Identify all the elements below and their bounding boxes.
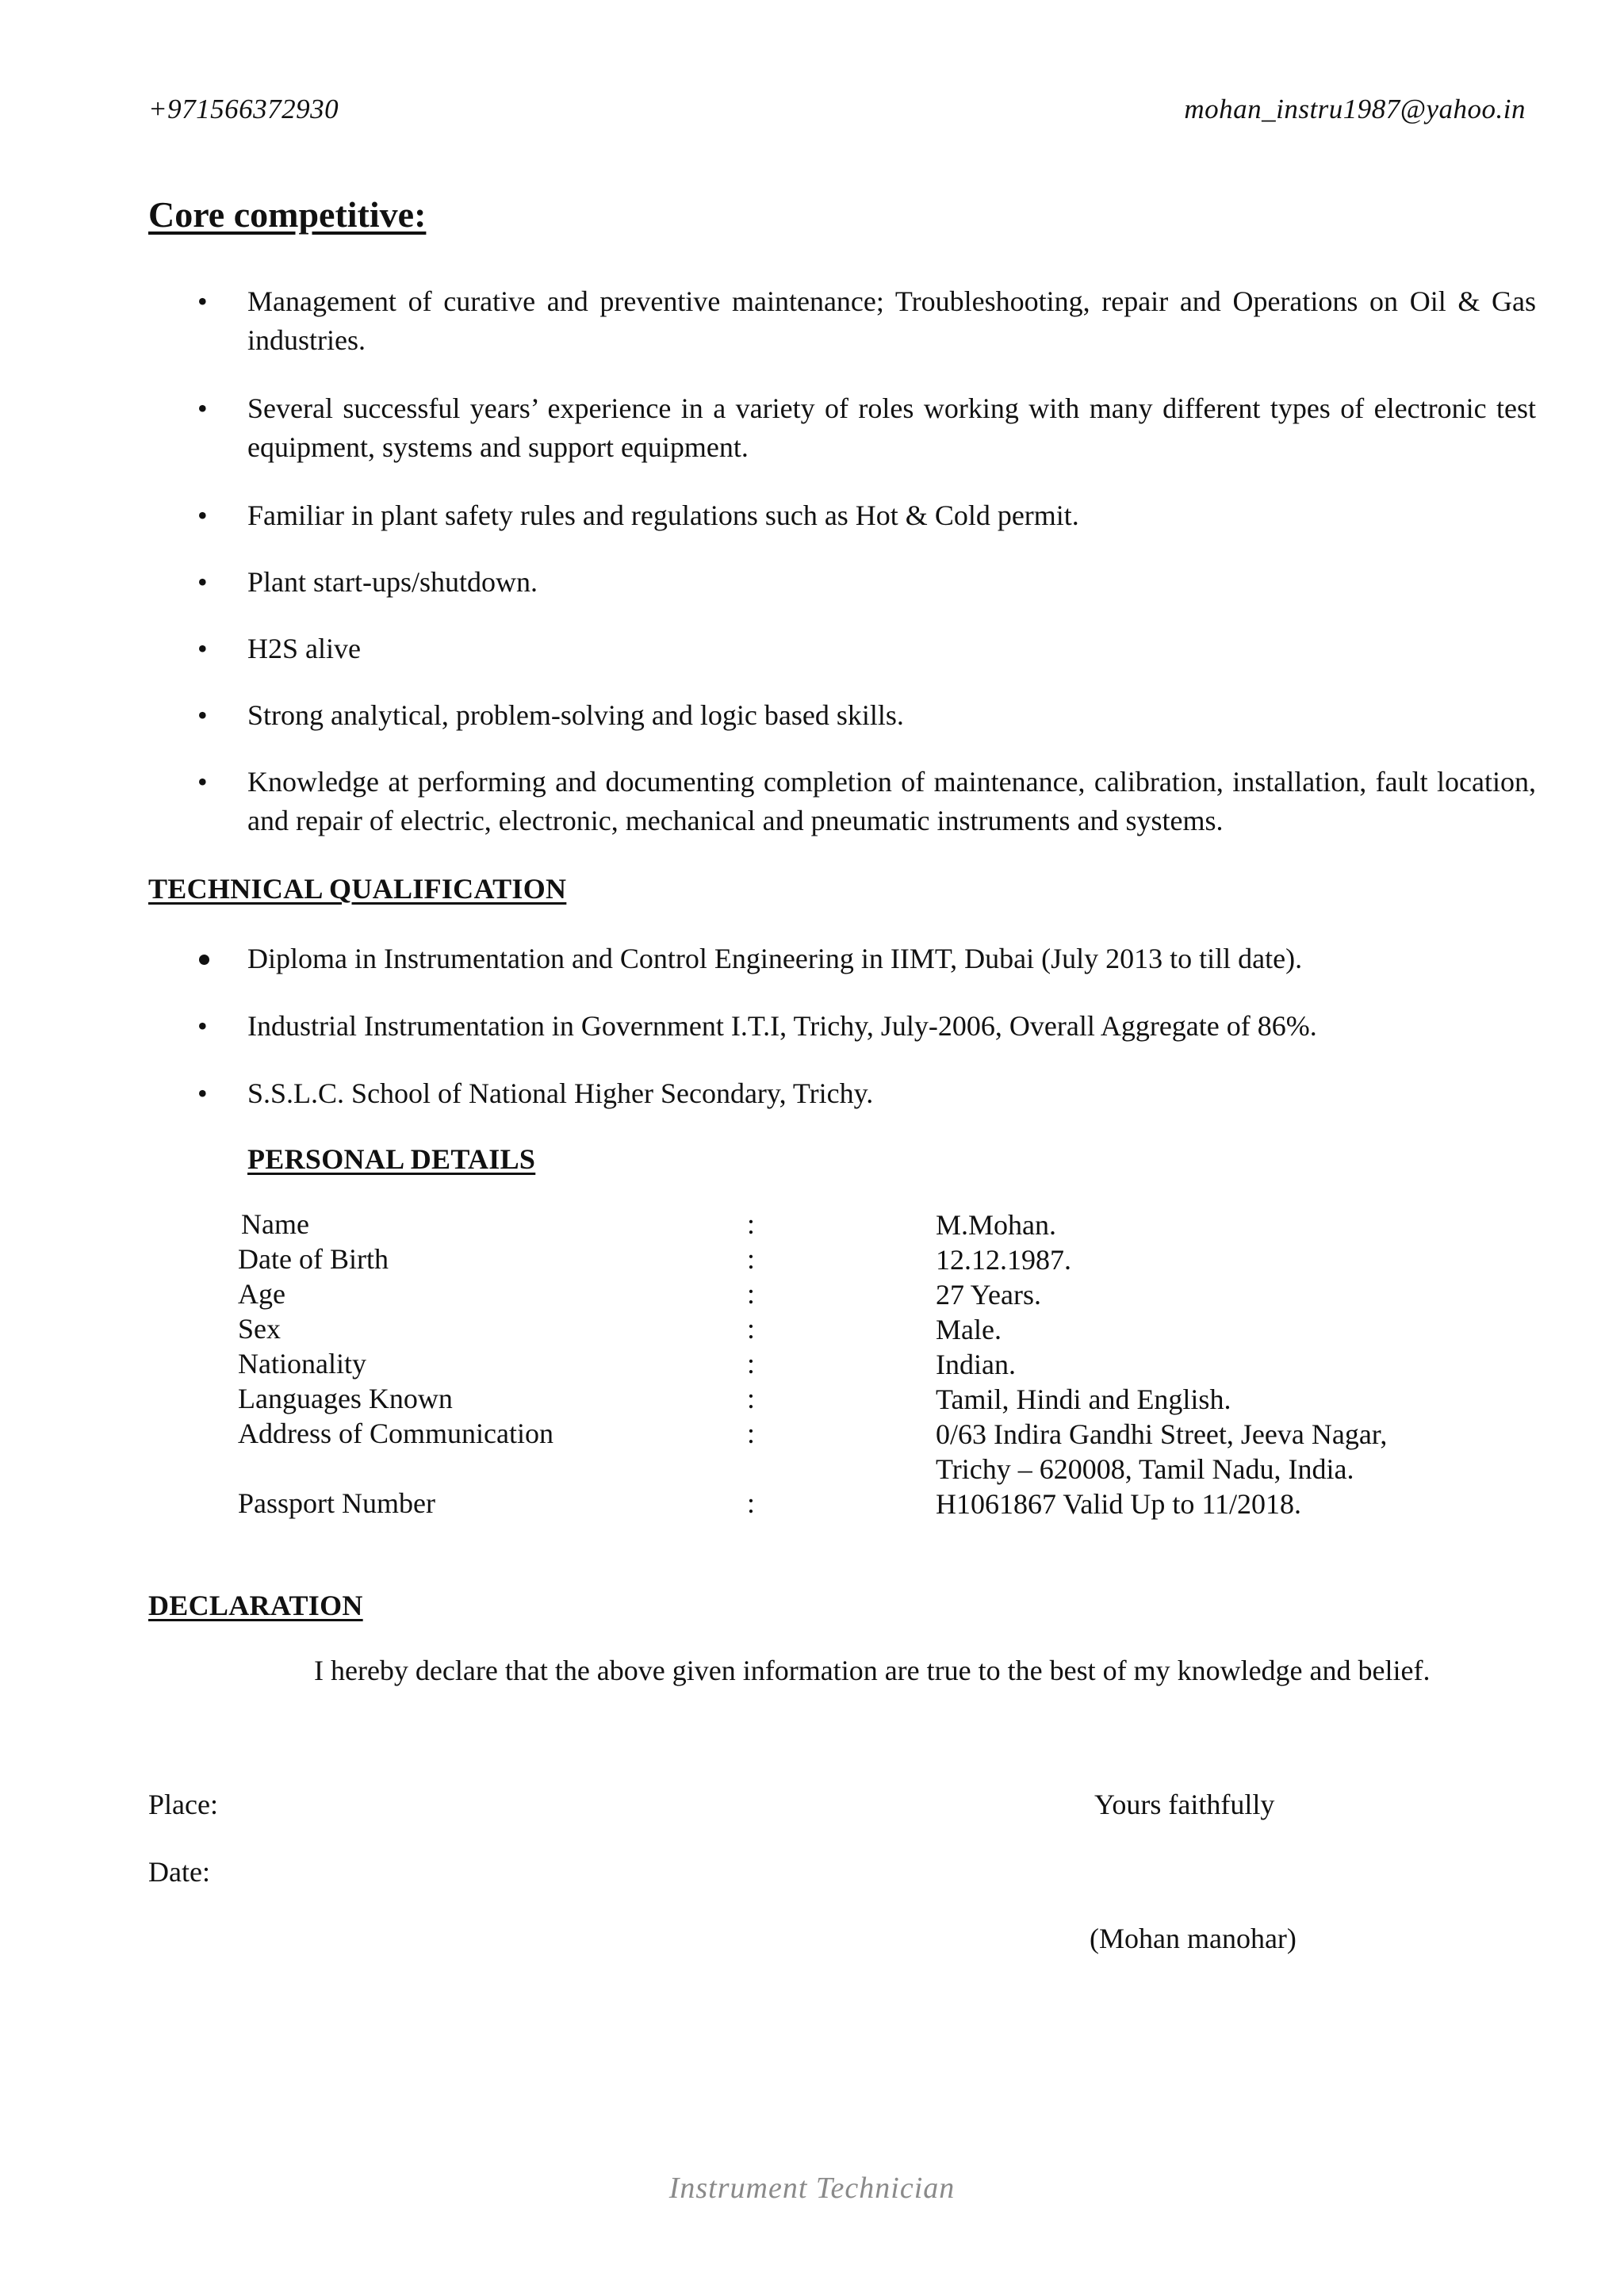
list-item [148,282,1536,360]
bullet-icon: • [197,766,208,798]
detail-label: Address of Communication [238,1418,553,1449]
personal-details-table [238,1207,1507,1521]
detail-label: Date of Birth [238,1243,389,1275]
bullet-icon [199,955,209,965]
signature-name: (Mohan manohar) [1090,1923,1297,1954]
list-item [148,939,1536,978]
date-label: Date: [148,1856,210,1888]
list-item [148,496,1536,535]
list-item [148,696,1536,735]
detail-row [238,1382,1507,1417]
list-item [148,763,1536,840]
list-item-text: S.S.L.C. School of National Higher Secondary, Trichy. [247,1077,874,1109]
detail-label: Sex [238,1313,281,1345]
bullet-icon: • [197,1010,208,1042]
detail-label: Name [241,1208,309,1240]
place-label: Place: [148,1789,218,1820]
list-item [148,629,1536,668]
detail-value: 0/63 Indira Gandhi Street, Jeeva Nagar, [936,1418,1388,1450]
list-item-text: Industrial Instrumentation in Government I.T.I, Trichy, July-2006, Overall Aggregate of 86%. [247,1010,1317,1042]
detail-value: Indian. [936,1349,1016,1380]
header-phone: +971566372930 [148,94,339,124]
header-email: mohan_instru1987@yahoo.in [1184,94,1526,124]
list-item-text: Strong analytical, problem-solving and logic based skills. [247,699,904,731]
detail-row [238,1417,1507,1487]
bullet-icon: • [197,633,208,664]
footer-title: Instrument Technician [668,2172,956,2205]
detail-label: Nationality [238,1348,366,1380]
list-item-text: Management of curative and preventive maintenance; Troubleshooting, repair and Operations on Oil & Gas industries. [247,285,1536,356]
detail-label: Passport Number [238,1487,435,1519]
bullet-icon: • [197,699,208,731]
detail-label: Age [238,1278,285,1310]
detail-row [238,1242,1507,1277]
list-item-text: Diploma in Instrumentation and Control Engineering in IIMT, Dubai (July 2013 to till date). [247,943,1303,974]
list-item-text: Several successful years’ experience in a variety of roles working with many different types of electronic test equipment, systems and support equipment. [247,392,1536,463]
list-item-text: Plant start-ups/shutdown. [247,566,538,598]
bullet-icon: • [197,285,208,317]
detail-value: 12.12.1987. [936,1244,1071,1276]
bullet-icon: • [197,566,208,598]
technical-qualification-heading: TECHNICAL QUALIFICATION [148,873,567,905]
detail-row [238,1312,1507,1347]
detail-row [238,1207,1507,1242]
detail-colon: : [747,1278,756,1310]
bullet-icon: • [197,392,208,424]
detail-row [238,1347,1507,1382]
detail-value: 27 Years. [936,1279,1042,1311]
detail-row [238,1277,1507,1312]
list-item [148,1074,1536,1113]
detail-value: H1061867 Valid Up to 11/2018. [936,1488,1302,1520]
detail-colon: : [747,1487,756,1519]
detail-label: Languages Known [238,1383,453,1414]
detail-value: Tamil, Hindi and English. [936,1383,1231,1415]
detail-value-line2: Trichy – 620008, Tamil Nadu, India. [936,1453,1354,1485]
detail-colon: : [747,1383,756,1414]
bullet-icon: • [197,499,208,531]
detail-colon: : [747,1243,756,1275]
technical-qualification-list [148,939,1536,1113]
list-item [148,563,1536,602]
detail-value: M.Mohan. [936,1209,1056,1241]
core-competitive-list [148,282,1536,840]
declaration-heading: DECLARATION [148,1590,363,1621]
detail-value: Male. [936,1314,1002,1345]
personal-details-heading: PERSONAL DETAILS [247,1143,536,1175]
core-competitive-heading: Core competitive: [148,194,427,235]
detail-colon: : [747,1348,756,1380]
detail-row [238,1487,1507,1521]
detail-colon: : [747,1418,756,1449]
list-item [148,389,1536,467]
detail-colon: : [747,1208,756,1240]
list-item-text: Knowledge at performing and documenting completion of maintenance, calibration, installation, fault location, and repair of electric, electronic, mechanical and pneumatic instruments and systems. [247,766,1536,836]
list-item-text: H2S alive [247,633,361,664]
bullet-icon: • [197,1077,208,1109]
list-item [148,1007,1536,1046]
list-item-text: Familiar in plant safety rules and regulations such as Hot & Cold permit. [247,499,1079,531]
declaration-text: I hereby declare that the above given information are true to the best of my knowledge and belief. [314,1655,1431,1686]
yours-faithfully: Yours faithfully [1094,1789,1275,1820]
detail-colon: : [747,1313,756,1345]
